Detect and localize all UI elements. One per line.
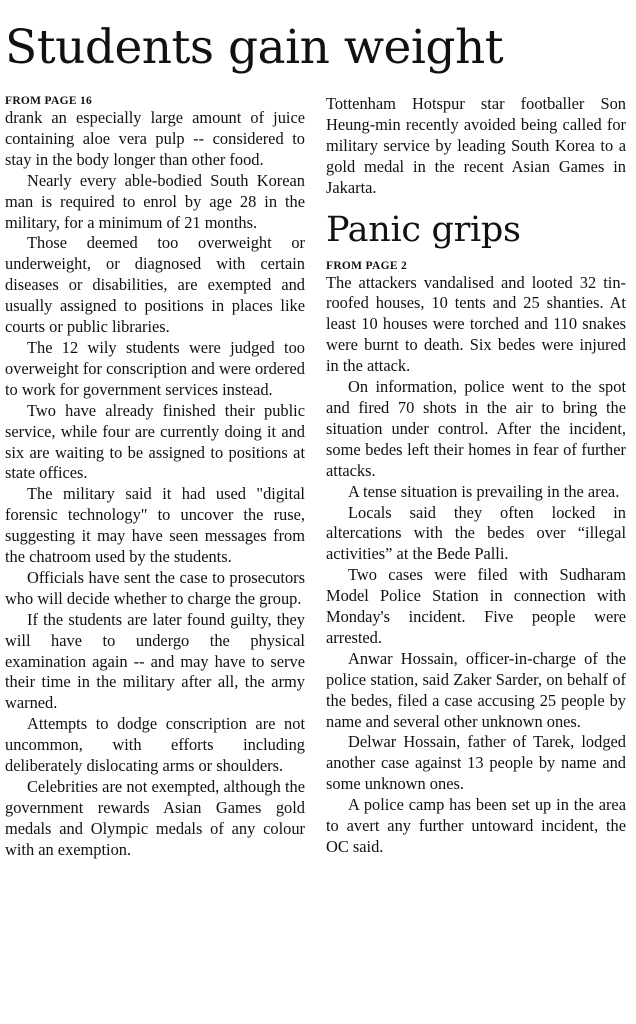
article1-paragraph: Nearly every able-bodied South Korean man is required to enrol by age 28 in the military, for a minimum of 21 months. xyxy=(5,170,305,232)
article1-paragraph: The 12 wily students were judged too overweight for conscription and were ordered to work for government services instead. xyxy=(5,337,305,399)
article1-paragraph: drank an especially large amount of juice containing aloe vera pulp -- considered to stay in the body longer than other food. xyxy=(5,108,305,169)
article1-paragraph: If the students are later found guilty, they will have to undergo the physical examination again -- and may have to serve their time in the military after all, the army warned. xyxy=(5,609,305,713)
article2-paragraph: A police camp has been set up in the area to avert any further untoward incident, the OC said. xyxy=(326,795,626,856)
article2-paragraph: A tense situation is prevailing in the area. xyxy=(348,481,620,501)
article1-paragraph: Celebrities are not exempted, although the government rewards Asian Games gold medals and Olympic medals of any colour with an exemption. xyxy=(5,777,305,859)
right-column xyxy=(326,94,626,858)
article2-paragraph: The attackers vandalised and looted 32 tin-roofed houses, 10 tents and 25 shanties. At least 10 houses were torched and 110 snakes were burnt to death. Six bedes were injured in the attack. xyxy=(326,272,626,376)
article1-paragraph: The military said it had used "digital forensic technology" to uncover the ruse, suggesting it may have seen messages from the chatroom used by the students. xyxy=(5,484,305,567)
article2-paragraph: On information, police went to the spot and fired 70 shots in the air to bring the situation under control. After the incident, some bedes left their homes in fear of further attacks. xyxy=(326,377,626,480)
article1-paragraph-continued: Tottenham Hotspur star footballer Son Heung-min recently avoided being called for military service by leading South Korea to a gold medal in the recent Asian Games in Jakarta. xyxy=(326,94,626,197)
article2-kicker: FROM PAGE 2 xyxy=(326,259,408,272)
article1-kicker: FROM PAGE 16 xyxy=(5,95,93,107)
article2-paragraph: Locals said they often locked in altercations with the bedes over “illegal activities” at the Bede Palli. xyxy=(326,502,626,564)
article2-paragraph: Anwar Hossain, officer-in-charge of the police station, said Zaker Sarder, on behalf of the bedes, filed a case accusing 25 people by name and several other unknown ones. xyxy=(326,648,626,731)
article2-headline: Panic grips xyxy=(326,209,521,250)
article1-paragraph: Those deemed too overweight or underweight, or diagnosed with certain diseases or disabilities, are exempted and usually assigned to positions in places like courts or public libraries. xyxy=(5,233,305,337)
article1-headline: Students gain weight xyxy=(5,20,504,75)
article1-paragraph: Attempts to dodge conscription are not uncommon, with efforts including deliberately dislocating arms or shoulders. xyxy=(5,714,305,776)
article1-paragraph: Two have already finished their public service, while four are currently doing it and six are waiting to be assigned to positions at state offices. xyxy=(5,400,305,483)
article1-paragraph: Officials have sent the case to prosecutors who will decide whether to charge the group. xyxy=(5,567,305,608)
article2-paragraph: Two cases were filed with Sudharam Model Police Station in connection with Monday's incident. Five people were arrested. xyxy=(326,565,626,647)
left-column xyxy=(5,94,305,861)
article2-paragraph: Delwar Hossain, father of Tarek, lodged another case against 13 people by name and some unknown ones. xyxy=(326,732,626,794)
